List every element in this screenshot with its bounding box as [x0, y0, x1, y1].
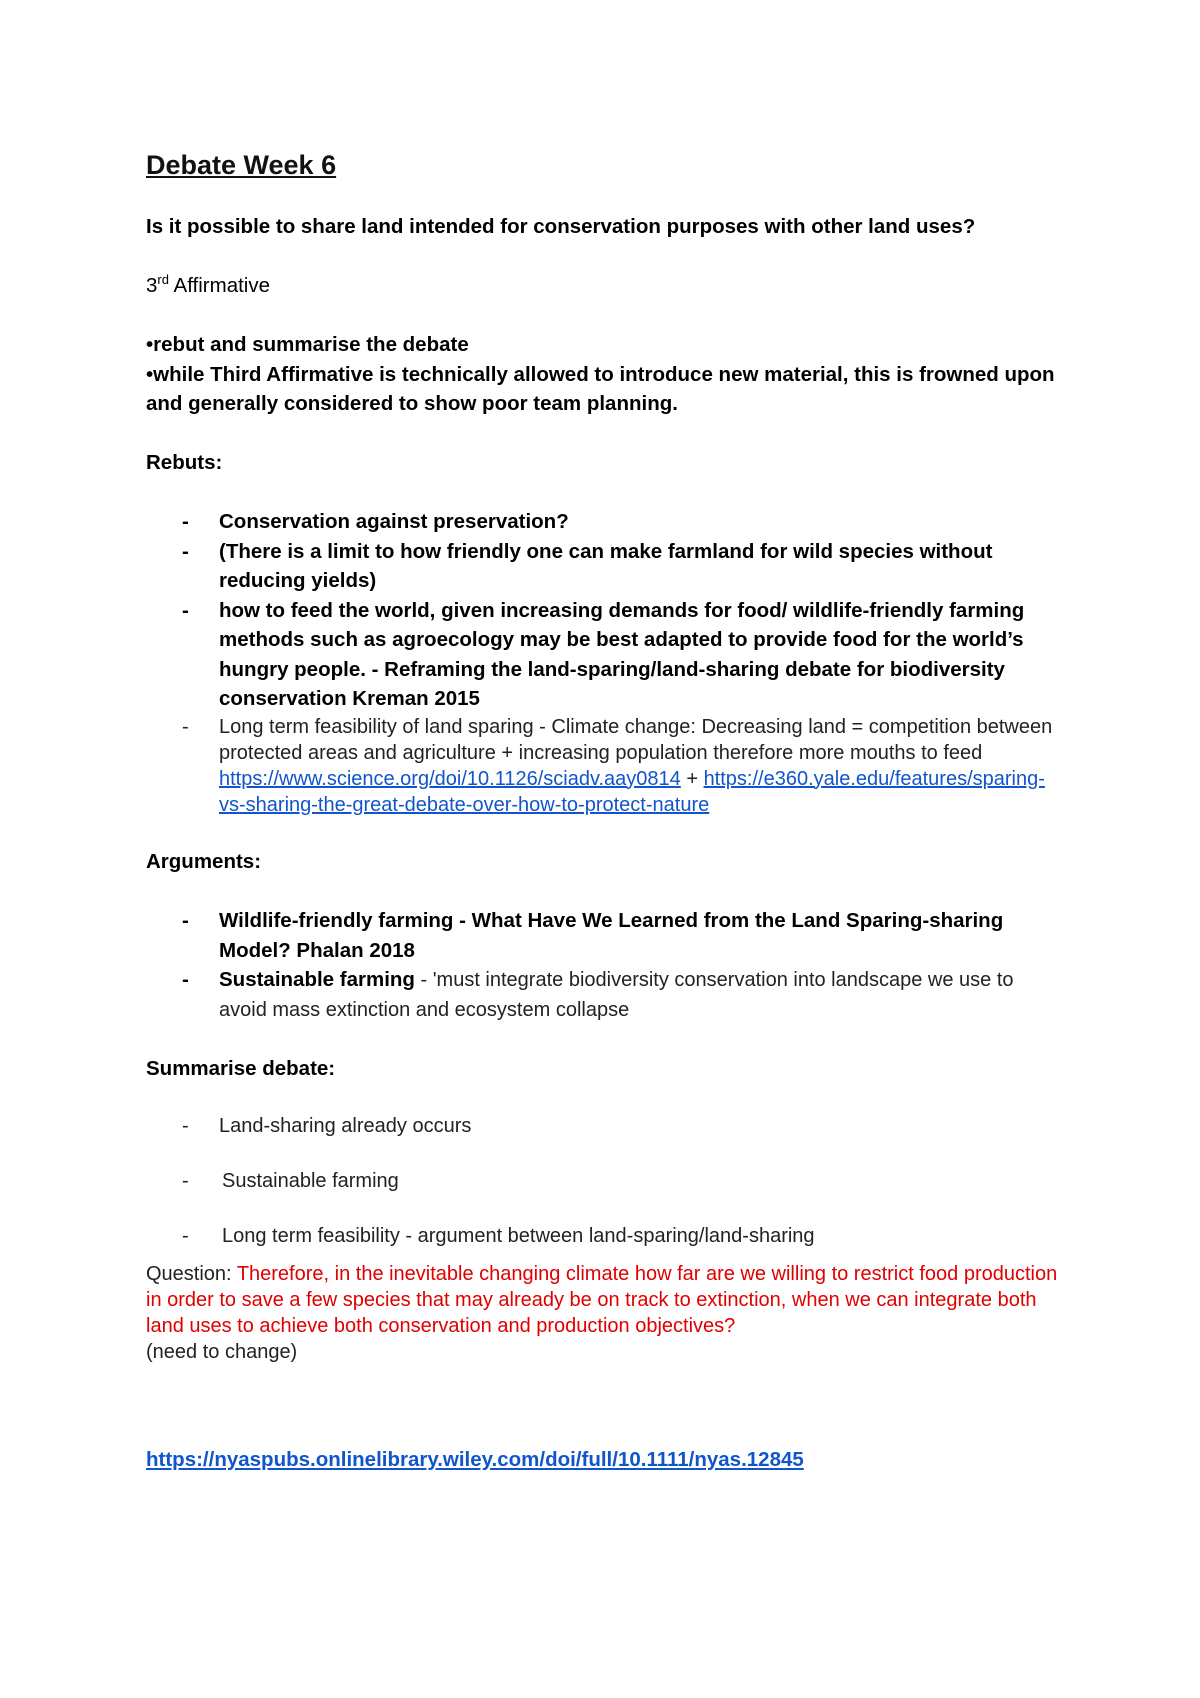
argument-lead: Wildlife-friendly farming [219, 909, 454, 932]
list-item [146, 1113, 1066, 1139]
page-title: Debate Week 6 [146, 150, 337, 180]
dash-bullet: - [182, 1114, 189, 1137]
dash-bullet: - [182, 539, 189, 563]
dash-bullet: - [182, 1224, 189, 1247]
question-label: Question: [146, 1262, 237, 1285]
science-link[interactable]: https://www.science.org/doi/10.1126/sciadv.aay0814 [219, 767, 681, 790]
argument-sep: - [453, 909, 472, 932]
summary-heading: Summarise debate: [146, 1056, 336, 1080]
list-item [146, 537, 1066, 596]
dash-bullet: - [182, 510, 189, 533]
list-item [146, 1168, 1066, 1194]
question-text: Therefore, in the inevitable changing climate how far are we willing to restrict food production in order to save a few species that may already be on track to extinction, when we can integrate both land uses to achieve both conservation and production objectives? [146, 1262, 1058, 1337]
list-item [146, 906, 1066, 965]
dash-bullet: - [182, 598, 189, 622]
dash-bullet: - [182, 909, 189, 932]
arguments-list [146, 906, 1066, 1024]
list-item-text: Land-sharing already occurs [219, 1114, 472, 1137]
list-item [146, 714, 1066, 818]
yale-link[interactable]: https://e360.yale.edu/features/sparing-vs-sharing-the-great-debate-over-how-to-protect-nature [219, 767, 1045, 816]
rebuts-heading: Rebuts: [146, 451, 223, 474]
summary-list [146, 1113, 1066, 1249]
list-item [146, 596, 1066, 714]
debate-question: Is it possible to share land intended for conservation purposes with other land uses? [146, 215, 976, 238]
argument-lead: Sustainable farming [219, 968, 415, 991]
dash-bullet: - [182, 968, 189, 991]
argument-sep: - [414, 969, 433, 991]
list-item-text: Conservation against preservation? [219, 510, 569, 533]
dash-bullet: - [182, 1169, 189, 1192]
arguments-heading: Arguments: [146, 850, 262, 873]
list-item [146, 507, 1066, 537]
question-note: (need to change) [146, 1340, 298, 1363]
duty-item: •while Third Affirmative is technically allowed to introduce new material, this is frowned upon and generally considered to show poor team planning. [146, 362, 1055, 415]
list-item-text: Long term feasibility - argument between land-sparing/land-sharing [222, 1224, 815, 1247]
speaker-number: 3 [146, 274, 158, 297]
closing-question [146, 1261, 1066, 1365]
speaker-line [146, 271, 1066, 301]
list-item-text: how to feed the world, given increasing demands for food/ wildlife-friendly farming methods such as agroecology may be best adapted to provide food for the world’s hungry people. - Reframing the land-sparing/land-sharing debate for biodiversity conservation Kreman 2015 [219, 598, 1025, 710]
list-item [146, 965, 1066, 1024]
reference-link[interactable]: https://nyaspubs.onlinelibrary.wiley.com/doi/full/10.1111/nyas.12845 [146, 1447, 804, 1471]
speaker-role: Affirmative [173, 274, 271, 297]
speaker-suffix: rd [157, 272, 169, 288]
list-item [146, 1223, 1066, 1249]
rebuts-list [146, 507, 1066, 818]
list-item-text: Sustainable farming [222, 1169, 399, 1192]
reference-line [146, 1445, 1066, 1475]
document-body [146, 148, 1066, 1474]
argument-source: 'must integrate biodiversity conservation into landscape we use to avoid mass extinction and ecosystem collapse [219, 969, 1014, 1021]
list-item-text: Long term feasibility of land sparing - Climate change: Decreasing land = competition between protected areas and agriculture + increasing population therefore more mouths to feed [219, 715, 1053, 764]
list-item-text: (There is a limit to how friendly one can make farmland for wild species without reducing yields) [219, 539, 993, 592]
argument-source: What Have We Learned from the Land Sparing-sharing Model? Phalan 2018 [219, 909, 1004, 962]
duty-item: •rebut and summarise the debate [146, 333, 469, 356]
dash-bullet: - [182, 715, 189, 738]
link-joiner: + [680, 767, 704, 790]
